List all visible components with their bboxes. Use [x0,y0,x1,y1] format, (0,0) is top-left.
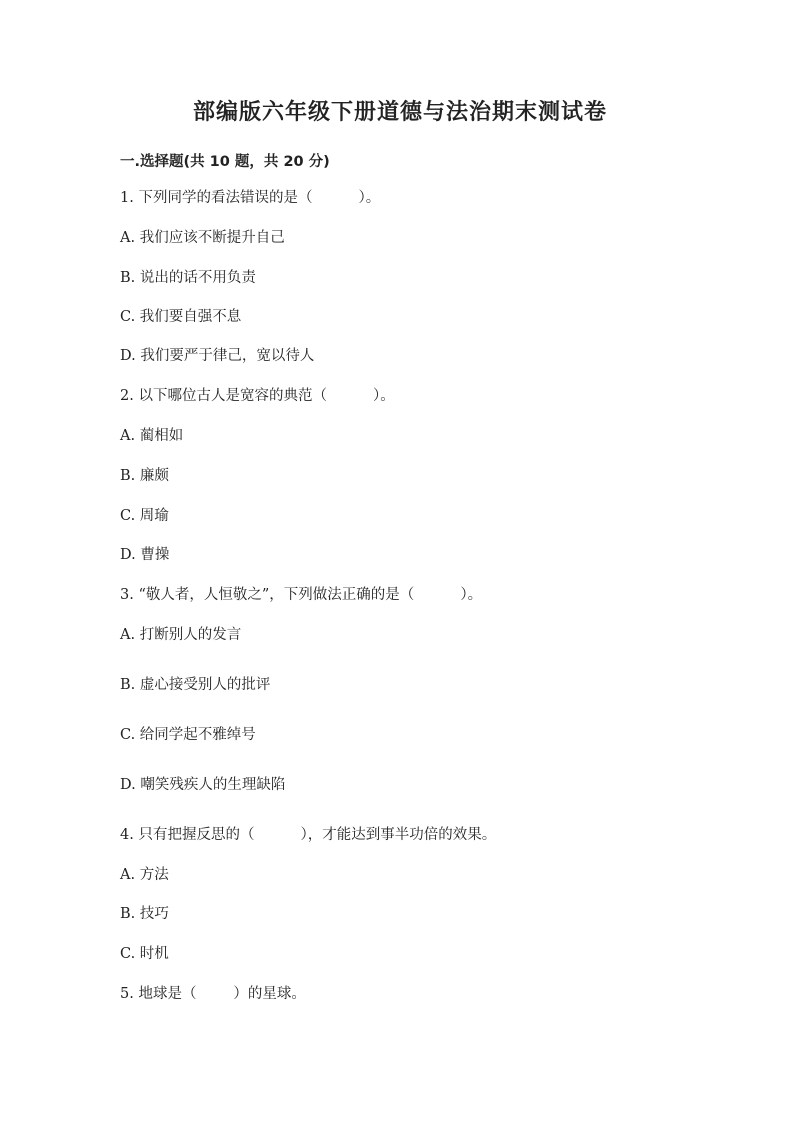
question-4-option-c: C. 时机 [120,946,169,962]
question-4-stem: 4. 只有把握反思的（ ），才能达到事半功倍的效果。 [120,827,497,843]
section-heading: 一.选择题(共 10 题，共 20 分) [120,154,330,170]
question-2-option-b: B. 廉颇 [120,468,169,484]
question-1-stem: 1. 下列同学的看法错误的是（ ）。 [120,190,381,206]
question-2-option-a: A. 蔺相如 [120,428,184,444]
question-5-stem: 5. 地球是（ ）的星球。 [120,986,306,1002]
question-3-option-b: B. 虚心接受别人的批评 [120,677,271,693]
question-2-stem: 2. 以下哪位古人是宽容的典范（ ）。 [120,388,395,404]
question-3-option-a: A. 打断别人的发言 [120,627,242,643]
question-3-option-c: C. 给同学起不雅绰号 [120,727,256,743]
question-3-stem: 3. “敬人者，人恒敬之”，下列做法正确的是（ ）。 [120,587,483,603]
page-title: 部编版六年级下册道德与法治期末测试卷 [192,100,607,125]
question-1-option-d: D. 我们要严于律己，宽以待人 [120,348,315,364]
question-4-option-a: A. 方法 [120,867,169,883]
question-1-option-c: C. 我们要自强不息 [120,309,242,325]
question-1-option-a: A. 我们应该不断提升自己 [120,230,285,246]
question-3-option-d: D. 嘲笑残疾人的生理缺陷 [120,777,286,793]
question-1-option-b: B. 说出的话不用负责 [120,270,256,286]
question-4-option-b: B. 技巧 [120,906,169,922]
question-2-option-c: C. 周瑜 [120,508,169,524]
question-2-option-d: D. 曹操 [120,547,170,563]
